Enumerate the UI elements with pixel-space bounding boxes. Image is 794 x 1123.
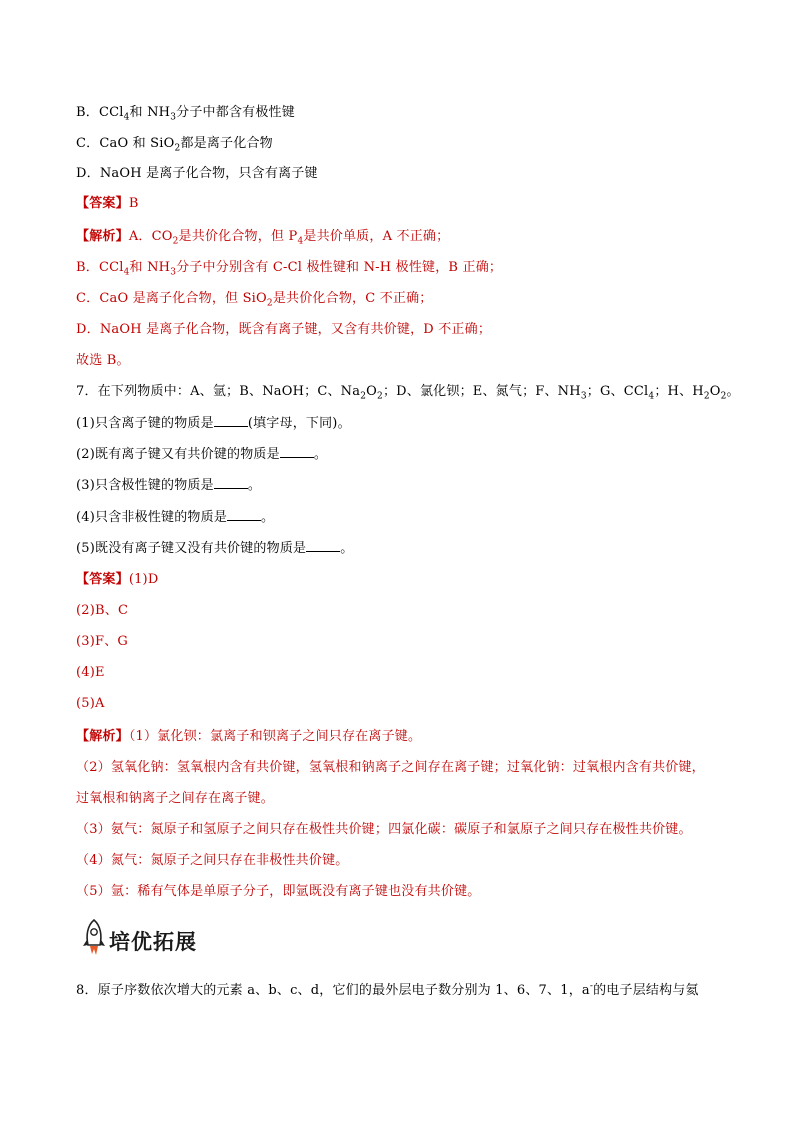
q7-answer-4: (4)E <box>76 665 105 680</box>
section-banner <box>79 918 279 958</box>
q7-answer-3: (3)F、G <box>76 634 129 649</box>
answer-blank[interactable] <box>214 476 248 489</box>
q7-sub-5: (5)既没有离子键又没有共价键的物质是 。 <box>76 541 354 556</box>
answer-blank[interactable] <box>306 539 340 552</box>
analysis-line-3: C．CaO 是离子化合物，但 SiO$_2$是共价化合物，C 不正确； <box>76 291 433 309</box>
option-d: D．NaOH 是离子化合物，只含有离子键 <box>76 166 318 181</box>
analysis-line-4: D．NaOH 是离子化合物，既含有离子键，又含有共价键，D 不正确； <box>76 322 492 337</box>
q7-analysis-5: （5）氩：稀有气体是单原子分子，即氩既没有离子键也没有共价键。 <box>76 884 481 899</box>
q7-answer-5: (5)A <box>76 696 105 711</box>
q7-analysis-2b: 过氧根和钠离子之间存在离子键。 <box>76 791 275 806</box>
option-b: B．CCl$_4$和 $NH_3$分子中都含有极性键 <box>76 105 295 123</box>
q7-analysis-1: 【解析】（1）氯化钡：氯离子和钡离子之间只存在离子键。 <box>76 729 422 744</box>
q7-stem: 7．在下列物质中：A、氩；B、NaOH；C、$Na_2O_2$；D、氯化钡；E、氮气；F、$NH_3$；G、CCl$_4$；H、$H_2O_2$。 <box>76 384 740 402</box>
q8-stem: 8．原子序数依次增大的元素 a、b、c、d，它们的最外层电子数分别为 1、6、7、1，a-的电子层结构与氦 <box>76 981 699 998</box>
rocket-icon <box>79 918 109 958</box>
q7-sub-4: (4)只含非极性键的物质是 。 <box>76 510 275 525</box>
answer-line: 【答案】B <box>76 196 139 211</box>
q7-answer-2: (2)B、C <box>76 603 129 618</box>
answer-blank[interactable] <box>280 445 314 458</box>
q7-answer-1: 【答案】(1)D <box>76 572 159 587</box>
q7-analysis-4: （4）氮气：氮原子之间只存在非极性共价键。 <box>76 853 349 868</box>
analysis-line-1: 【解析】A．$CO_2$是共价化合物，但 $P_4$是共价单质，A 不正确； <box>76 229 450 247</box>
q7-analysis-3: （3）氨气：氮原子和氢原子之间只存在极性共价键；四氯化碳：碳原子和氯原子之间只存在极性共价键。 <box>76 822 692 837</box>
q7-sub-1: (1)只含离子键的物质是 (填字母，下同)。 <box>76 416 351 431</box>
analysis-line-5: 故选 B。 <box>76 353 130 368</box>
option-c: C．CaO 和 SiO$_2$都是离子化合物 <box>76 136 273 154</box>
analysis-line-2: B．CCl$_4$和 $NH_3$分子中分别含有 C-Cl 极性键和 N-H 极性键，B 正确； <box>76 260 503 278</box>
q7-sub-3: (3)只含极性键的物质是 。 <box>76 478 262 493</box>
answer-blank[interactable] <box>227 508 261 521</box>
answer-blank[interactable] <box>214 414 248 427</box>
banner-title: 培优拓展 <box>109 930 197 954</box>
q7-sub-2: (2)既有离子键又有共价键的物质是 。 <box>76 447 328 462</box>
q7-analysis-2a: （2）氢氧化钠：氢氧根内含有共价键，氢氧根和钠离子之间存在离子键；过氧化钠：过氧根内含有共价键， <box>76 760 705 775</box>
